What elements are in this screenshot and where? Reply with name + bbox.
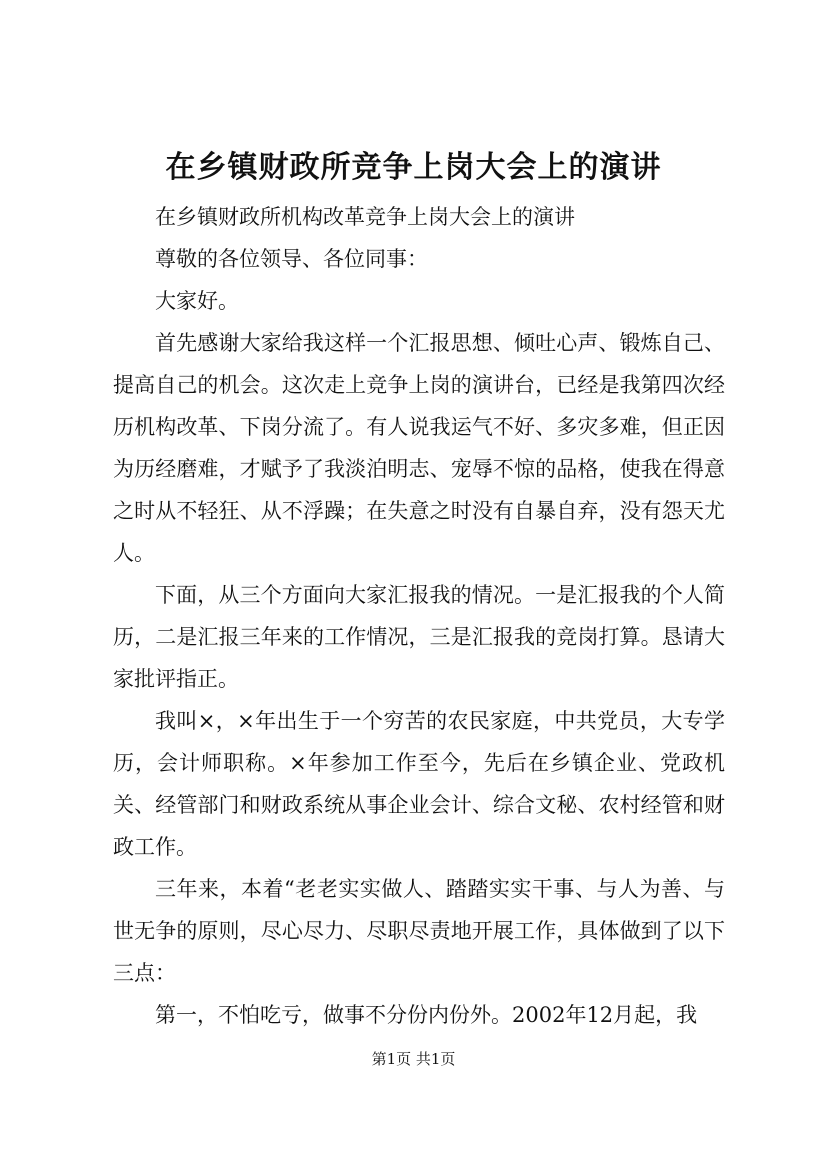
paragraph-subtitle: 在乡镇财政所机构改革竞争上岗大会上的演讲 xyxy=(155,205,575,229)
paragraph-point-one: 第一，不怕吃亏，做事不分份内份外。2002年12月起，我 xyxy=(155,1003,698,1027)
paragraph-work-principles: 三年来，本着“老老实实做人、踏踏实实干事、与人为善、与世无争的原则，尽心尽力、尽职尽责地开展工作，具体做到了以下三点： xyxy=(113,877,725,985)
document-body xyxy=(113,196,725,1036)
paragraph-outline: 下面，从三个方面向大家汇报我的情况。一是汇报我的个人简历，二是汇报三年来的工作情况，三是汇报我的竞岗打算。恳请大家批评指正。 xyxy=(113,583,725,691)
paragraph-introduction: 首先感谢大家给我这样一个汇报思想、倾吐心声、锻炼自己、提高自己的机会。这次走上竞争上岗的演讲台，已经是我第四次经历机构改革、下岗分流了。有人说我运气不好、多灾多难，但正因为历经磨难，才赋予了我淡泊明志、宠辱不惊的品格，使我在得意之时从不轻狂、从不浮躁；在失意之时没有自暴自弃，没有怨天尤人。 xyxy=(113,331,725,565)
page-number-footer: 第1页 共1页 xyxy=(371,1050,456,1068)
paragraph-salutation: 尊敬的各位领导、各位同事： xyxy=(155,247,428,271)
document-title: 在乡镇财政所竞争上岗大会上的演讲 xyxy=(165,150,662,185)
paragraph-resume: 我叫×，×年出生于一个穷苦的农民家庭，中共党员，大专学历，会计师职称。×年参加工作至今，先后在乡镇企业、党政机关、经管部门和财政系统从事企业会计、综合文秘、农村经管和财政工作。 xyxy=(113,709,725,859)
paragraph-greeting: 大家好。 xyxy=(155,289,239,313)
